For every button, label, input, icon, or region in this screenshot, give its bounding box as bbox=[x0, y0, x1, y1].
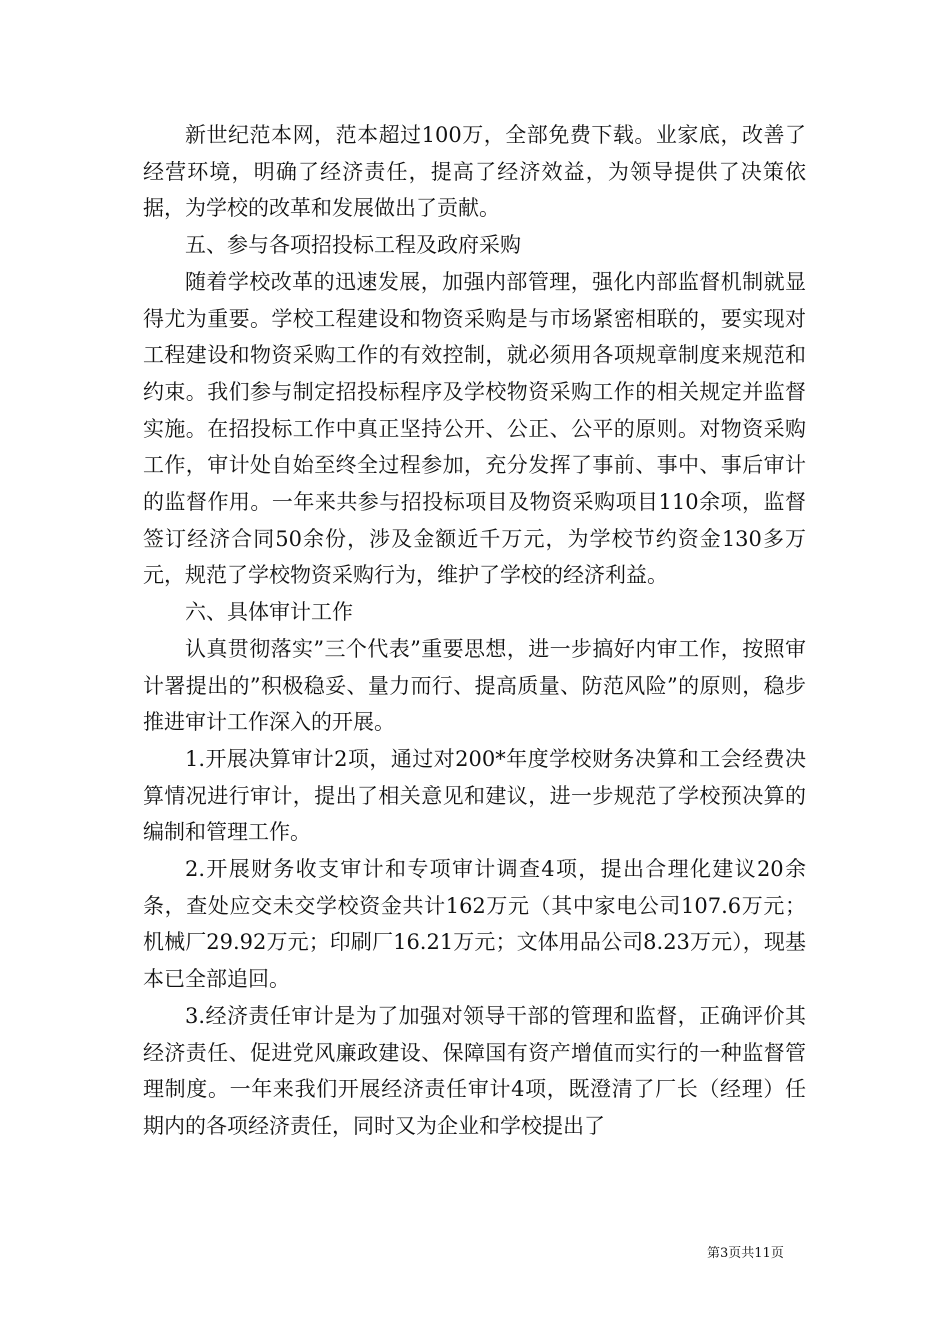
paragraph-intro: 新世纪范本网，范本超过100万，全部免费下载。业家底，改善了经营环境，明确了经济责任，提高了经济效益，为领导提供了决策依据，为学校的改革和发展做出了贡献。 bbox=[143, 123, 806, 221]
paragraph-item-2: 2.开展财务收支审计和专项审计调查4项，提出合理化建议20余条，查处应交未交学校资金共计162万元（其中家电公司107.6万元；机械厂29.92万元；印刷厂16.21万元；文体用品公司8.23万元），现基本已全部追回。 bbox=[143, 857, 806, 992]
paragraph-item-1: 1.开展决算审计2项，通过对200*年度学校财务决算和工会经费决算情况进行审计，提出了相关意见和建议，进一步规范了学校预决算的编制和管理工作。 bbox=[143, 746, 806, 845]
page-number-footer: 第3页共11页 bbox=[707, 1246, 784, 1261]
paragraph-item-3: 3.经济责任审计是为了加强对领导干部的管理和监督，正确评价其经济责任、促进党风廉政建设、保障国有资产增值而实行的一种监督管理制度。一年来我们开展经济责任审计4项，既澄清了厂长（经理）任期内的各项经济责任，同时又为企业和学校提出了 bbox=[143, 1003, 806, 1138]
document-body bbox=[143, 117, 806, 1145]
section-heading-5: 五、参与各项招投标工程及政府采购 bbox=[185, 233, 521, 258]
paragraph-bidding: 随着学校改革的迅速发展，加强内部管理，强化内部监督机制就显得尤为重要。学校工程建设和物资采购是与市场紧密相联的，要实现对工程建设和物资采购工作的有效控制，就必须用各项规章制度来规范和约束。我们参与制定招投标程序及学校物资采购工作的相关规定并监督实施。在招投标工作中真正坚持公开、公正、公平的原则。对物资采购工作，审计处自始至终全过程参加，充分发挥了事前、事中、事后审计的监督作用。一年来共参与招投标项目及物资采购项目110余项，监督签订经济合同50余份，涉及金额近千万元，为学校节约资金130多万元，规范了学校物资采购行为，维护了学校的经济利益。 bbox=[143, 269, 806, 588]
paragraph-audit-principles: 认真贯彻落实”三个代表”重要思想，进一步搞好内审工作，按照审计署提出的”积极稳妥、量力而行、提高质量、防范风险”的原则，稳步推进审计工作深入的开展。 bbox=[143, 636, 806, 735]
section-heading-6: 六、具体审计工作 bbox=[185, 600, 353, 625]
